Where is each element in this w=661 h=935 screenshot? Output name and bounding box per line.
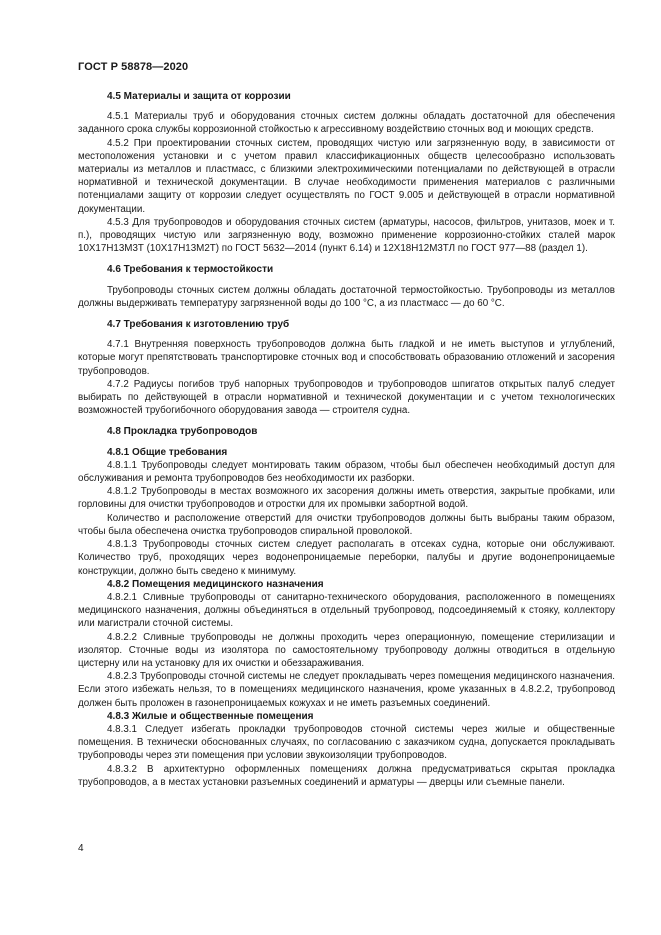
subsection-heading-4-8-3: 4.8.3 Жилые и общественные помещения [107,710,314,722]
section-heading-4-5: 4.5 Материалы и защита от коррозии [107,91,291,102]
paragraph-4-8-3-1: 4.8.3.1 Следует избегать прокладки трубопроводов сточной системы через жилые и общественные помещения. В технически обоснованных случаях, по согласованию с заказчиком судна, допускается прокладывать трубопроводы через эти помещения при условии звукоизоляции трубопроводов. [78,723,615,762]
standard-header: ГОСТ Р 58878—2020 [78,61,189,73]
document-body [78,90,615,789]
paragraph-4-8-1-2: 4.8.1.2 Трубопроводы в местах возможного их засорения должны иметь отверстия, закрытые пробками, или горловины для очистки трубопроводов и отростки для их промывки забортной водой. [78,486,615,511]
page-number: 4 [78,843,84,854]
paragraph-4-8-1-3: 4.8.1.3 Трубопроводы сточных систем следует располагать в отсеках судна, которые они обслуживают. Количество труб, проходящих через водонепроницаемые переборки, палубы и другие водонепроницаемые конструкции, должно быть сведено к минимуму. [78,539,615,577]
subsection-heading-4-8-1: 4.8.1 Общие требования [107,446,228,458]
section-heading-4-6: 4.6 Требования к термостойкости [107,264,274,276]
paragraph-4-5-1: 4.5.1 Материалы труб и оборудования сточных систем должны обладать достаточной для обеспечения заданного срока службы коррозионной стойкостью к агрессивному воздействию сточных вод и моющих средств. [78,111,615,136]
paragraph-4-5-2: 4.5.2 При проектировании сточных систем, проводящих чистую или загрязненную воду, в зависимости от местоположения установки и с учетом правил классификационных обществ целесообразно использовать материалы из металлов и пластмасс, с близкими электрохимическими потенциалами по действующей в отрасли нормативной и технической документации. В случае необходимости применения материалов с различными потенциалами защиту от коррозии следует осуществлять по ГОСТ 9.005 и действующей в отрасли нормативной документации. [78,137,615,215]
paragraph-4-7-2: 4.7.2 Радиусы погибов труб напорных трубопроводов и трубопроводов шпигатов открытых палуб следует выбирать по действующей в отрасли нормативной и технической документации и с учетом технологических возможностей трубогибочного оборудования завода — строителя судна. [78,378,615,417]
subsection-heading-4-8-2: 4.8.2 Помещения медицинского назначения [107,578,324,590]
paragraph-4-8-1-1: 4.8.1.1 Трубопроводы следует монтировать таким образом, чтобы был обеспечен необходимый доступ для обслуживания и ремонта трубопроводов без необходимости их разборки. [78,459,615,485]
paragraph-4-8-2-2: 4.8.2.2 Сливные трубопроводы не должны проходить через операционную, помещение стерилизации и изолятор. Сточные воды из изолятора по самостоятельному трубопроводу должны отводиться в отдельную цистерну или на установку для их очистки и обеззараживания. [78,631,615,669]
section-heading-4-8: 4.8 Прокладка трубопроводов [107,426,258,438]
section-heading-4-7: 4.7 Требования к изготовлению труб [107,319,290,331]
paragraph-4-8-1-2-cont: Количество и расположение отверстий для очистки трубопроводов должны быть выбраны таким образом, чтобы была обеспечена очистка трубопроводов спиральной проволокой. [78,512,615,537]
paragraph-4-8-2-1: 4.8.2.1 Сливные трубопроводы от санитарно-технического оборудования, расположенного в помещениях медицинского назначения, должны объединяться в отдельный трубопровод, подсоединяемый к стояку, коллектору или магистрали сточной системы. [78,591,615,630]
paragraph-4-8-3-2: 4.8.3.2 В архитектурно оформленных помещениях должна предусматриваться скрытая прокладка трубопроводов, а в местах установки разъемных соединений и арматуры — дверцы или съемные панели. [78,763,615,788]
paragraph-4-7-1: 4.7.1 Внутренняя поверхность трубопроводов должна быть гладкой и не иметь выступов и углублений, которые могут препятствовать транспортировке сточных вод и способствовать образованию отложений и засорения трубопроводов. [78,339,615,377]
paragraph-4-5-3: 4.5.3 Для трубопроводов и оборудования сточных систем (арматуры, насосов, фильтров, унитазов, моек и т. п.), проводящих чистую или загрязненную воду, возможно применение коррозионно-стойких сталей марок 10Х17Н13М3Т (10Х17Н13М2Т) по ГОСТ 5632—2014 (пункт 6.14) и 12Х18Н12М3ТЛ по ГОСТ 977—88 (раздел 1). [78,216,615,255]
paragraph-4-8-2-3: 4.8.2.3 Трубопроводы сточной системы не следует прокладывать через помещения медицинского назначения. Если этого избежать нельзя, то в помещениях медицинского назначения, кроме указанных в 4.8.2.2, трубопровод должен быть проложен в газонепроницаемых кожухах и не иметь разъемных соединений. [78,671,615,709]
paragraph-4-6: Трубопроводы сточных систем должны обладать достаточной термостойкостью. Трубопроводы из металлов должны выдерживать температуру загрязненной воды до 100 °С, а из пластмасс — до 60 °С. [78,284,615,309]
